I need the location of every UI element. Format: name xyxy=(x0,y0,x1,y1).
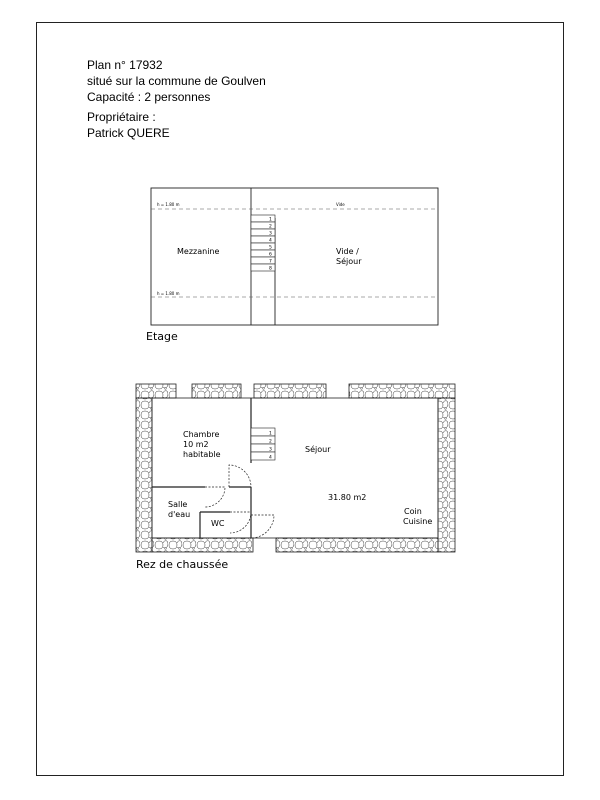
wall-right xyxy=(438,398,455,552)
etage-height-note-bottom: h = 1.80 m xyxy=(157,291,180,296)
plan-capacity: Capacité : 2 personnes xyxy=(87,90,211,104)
room-salle-line2: d'eau xyxy=(168,510,191,519)
stair-step-number: 6 xyxy=(269,252,272,258)
etage-staircase xyxy=(251,215,275,271)
etage-height-note-top: h = 1.80 m xyxy=(157,202,180,207)
owner-name: Patrick QUERE xyxy=(87,126,170,140)
room-mezzanine: Mezzanine xyxy=(177,247,220,256)
stair-step-number: 3 xyxy=(269,231,272,237)
stair-step-number: 1 xyxy=(269,431,272,437)
rdc-staircase xyxy=(251,428,275,460)
wall-top-2 xyxy=(192,384,241,398)
wall-top-4 xyxy=(349,384,455,398)
stair-step-number: 3 xyxy=(269,447,272,453)
room-sejour: Séjour xyxy=(305,445,331,454)
stair-step-number: 2 xyxy=(269,439,272,445)
rdc-plan xyxy=(136,384,455,552)
room-wc: WC xyxy=(211,519,225,528)
wall-bottom-1 xyxy=(152,538,253,552)
room-coin-line2: Cuisine xyxy=(403,517,433,526)
rdc-interior xyxy=(152,398,438,538)
etage-outline xyxy=(151,188,438,325)
stair-step-number: 8 xyxy=(269,266,272,272)
door-salle-eau xyxy=(205,487,225,507)
etage-plan xyxy=(151,188,438,325)
stair-step-number: 7 xyxy=(269,259,272,265)
etage-void-note: Vide xyxy=(336,202,345,207)
room-salle-line1: Salle xyxy=(168,500,188,509)
room-chambre-line2: 10 m2 xyxy=(183,440,209,449)
wall-top-1 xyxy=(136,384,176,398)
room-chambre-line3: habitable xyxy=(183,450,221,459)
room-vide-line2: Séjour xyxy=(336,257,362,266)
door-entrance xyxy=(251,515,274,538)
wall-top-3 xyxy=(254,384,326,398)
etage-title: Etage xyxy=(146,330,178,343)
room-surface: 31.80 m2 xyxy=(328,493,367,502)
stair-step-number: 4 xyxy=(269,455,272,461)
room-chambre-line1: Chambre xyxy=(183,430,220,439)
owner-label: Propriétaire : xyxy=(87,110,156,124)
stair-step-number: 4 xyxy=(269,238,272,244)
stair-step-number: 2 xyxy=(269,224,272,230)
stair-step-number: 5 xyxy=(269,245,272,251)
room-coin-line1: Coin xyxy=(404,507,422,516)
wall-bottom-2 xyxy=(276,538,438,552)
plan-commune: situé sur la commune de Goulven xyxy=(87,74,266,88)
door-wc xyxy=(230,512,251,533)
rdc-title: Rez de chaussée xyxy=(136,558,229,571)
stair-step-number: 1 xyxy=(269,217,272,223)
wall-left xyxy=(136,398,152,552)
room-vide-line1: Vide / xyxy=(336,247,359,256)
door-chambre xyxy=(229,465,251,487)
plan-number: Plan n° 17932 xyxy=(87,58,163,72)
